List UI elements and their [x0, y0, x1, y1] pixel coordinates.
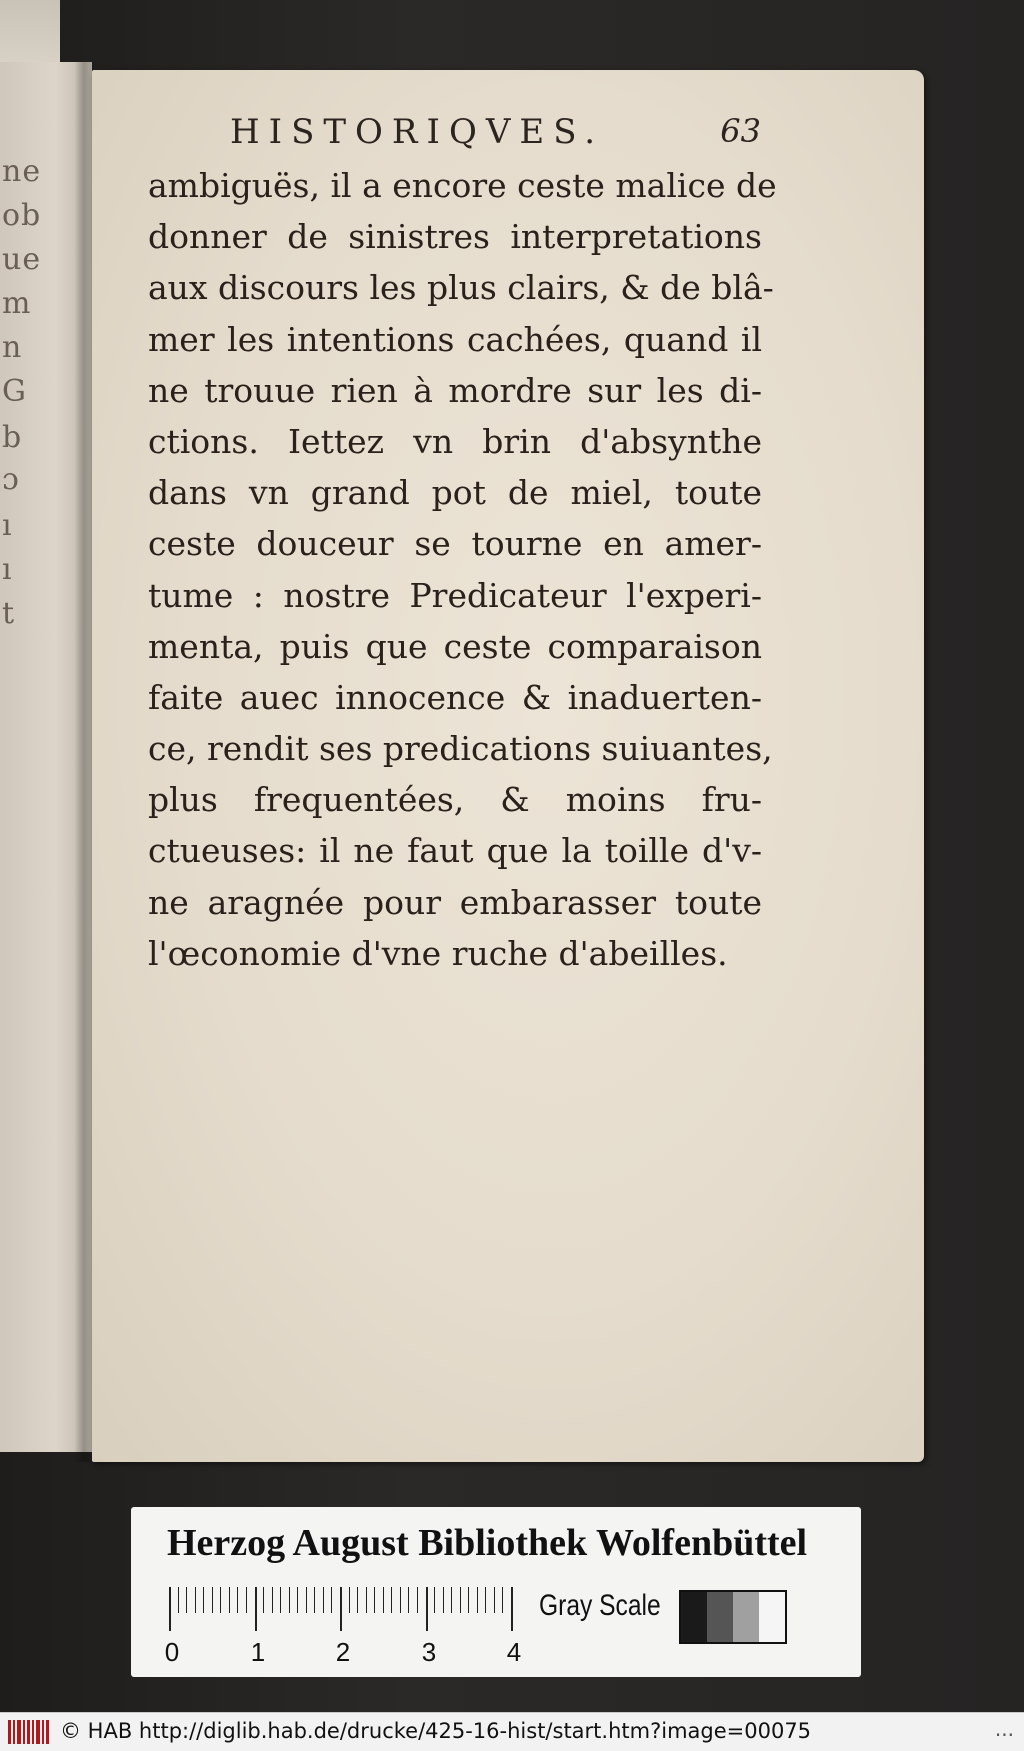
text-line: donner de sinistres interpretations [148, 217, 762, 257]
body-text [148, 160, 777, 979]
spine-shadow [74, 62, 94, 1462]
ruler-tick [314, 1587, 315, 1613]
ruler-tick [468, 1587, 469, 1613]
left-page-fragment: m [2, 286, 32, 321]
ruler-tick [280, 1587, 281, 1613]
ruler-tick [323, 1587, 324, 1613]
ruler-tick [263, 1587, 264, 1613]
ruler-tick [417, 1587, 418, 1613]
ruler-tick [229, 1587, 230, 1613]
left-page-fragment: ı [2, 552, 13, 587]
ruler-tick [340, 1587, 342, 1631]
ruler-tick [255, 1587, 257, 1631]
ruler-tick [237, 1587, 238, 1613]
left-page-fragment: G [2, 374, 27, 409]
left-page-fragment: ɔ [2, 462, 20, 497]
text-line: ce, rendit ses predications suiuantes, [148, 729, 773, 769]
running-head: HISTORIQVES. [230, 112, 605, 152]
ruler-tick [408, 1587, 409, 1613]
text-line: mer les intentions cachées, quand il [148, 319, 762, 359]
ruler-tick [434, 1587, 435, 1613]
ruler-tick [494, 1587, 495, 1613]
color-calibration-card [131, 1507, 861, 1677]
ruler-tick [477, 1587, 478, 1613]
ruler-tick [186, 1587, 187, 1613]
ruler-tick [366, 1587, 367, 1613]
ruler-tick [169, 1587, 171, 1631]
ruler-label: 1 [250, 1637, 266, 1667]
gray-swatch [707, 1592, 733, 1642]
text-line: ctueuses: il ne faut que la toille d'v- [148, 831, 762, 871]
ruler-tick [443, 1587, 444, 1613]
ruler-tick [374, 1587, 375, 1613]
left-page-fragment: ob [2, 198, 42, 233]
ruler-tick [203, 1587, 204, 1613]
text-line: ne aragnée pour embarasser toute [148, 882, 762, 922]
gray-swatch [733, 1592, 759, 1642]
ruler-tick [331, 1587, 332, 1613]
scale-ruler [169, 1587, 529, 1633]
ruler-tick [485, 1587, 486, 1613]
left-page-fragment: ne [2, 154, 42, 189]
footer-bar [0, 1712, 1024, 1751]
ruler-tick [178, 1587, 179, 1613]
text-line: ambiguës, il a encore ceste malice de [148, 166, 777, 205]
ruler-tick [297, 1587, 298, 1613]
left-page-fragment: ue [2, 242, 42, 277]
text-line: dans vn grand pot de miel, toute [148, 473, 762, 513]
text-line: ne trouue rien à mordre sur les di- [148, 370, 762, 410]
source-url[interactable]: © HAB http://diglib.hab.de/drucke/425-16-hist/start.htm?image=00075 [60, 1719, 812, 1743]
ruler-tick [306, 1587, 307, 1613]
ruler-label: 0 [164, 1637, 180, 1667]
ruler-tick [391, 1587, 392, 1613]
ruler-tick [220, 1587, 221, 1613]
ruler-tick [400, 1587, 401, 1613]
ruler-tick [451, 1587, 452, 1613]
library-name: Herzog August Bibliothek Wolfenbüttel [167, 1522, 808, 1564]
gray-swatch [759, 1592, 785, 1642]
page-header [135, 112, 775, 162]
more-indicator: ... [994, 1717, 1014, 1741]
ruler-label: 2 [335, 1637, 351, 1667]
ruler-tick [426, 1587, 428, 1631]
ruler-label: 4 [506, 1637, 522, 1667]
text-line: tume : nostre Predicateur l'experi- [148, 575, 762, 615]
gray-scale-label: Gray Scale [539, 1589, 661, 1622]
ruler-tick [357, 1587, 358, 1613]
gray-swatch [681, 1592, 707, 1642]
ruler-tick [383, 1587, 384, 1613]
ruler-tick [195, 1587, 196, 1613]
text-line: plus frequentées, & moins fru- [148, 780, 762, 820]
spine-top [0, 0, 60, 62]
left-page-fragment: n [2, 330, 23, 365]
text-line: faite auec innocence & inaduerten- [148, 677, 762, 717]
barcode-icon [8, 1720, 52, 1744]
ruler-tick [460, 1587, 461, 1613]
ruler-tick [272, 1587, 273, 1613]
ruler-tick [502, 1587, 503, 1613]
ruler-tick [349, 1587, 350, 1613]
text-line: l'œconomie d'vne ruche d'abeilles. [148, 933, 728, 973]
ruler-tick [246, 1587, 247, 1613]
ruler-tick [511, 1587, 513, 1631]
text-line: menta, puis que ceste comparaison [148, 626, 762, 666]
ruler-tick [212, 1587, 213, 1613]
gray-scale-swatches [679, 1590, 787, 1644]
ruler-label: 3 [421, 1637, 437, 1667]
text-line: ceste douceur se tourne en amer- [148, 524, 762, 564]
left-page-fragment: t [2, 596, 16, 631]
text-line: ctions. Iettez vn brin d'absynthe [148, 421, 762, 461]
left-page-fragment: b [2, 420, 23, 455]
left-page-fragment: ı [2, 508, 13, 543]
ruler-tick [289, 1587, 290, 1613]
page-number: 63 [720, 112, 761, 150]
text-line: aux discours les plus clairs, & de blâ- [148, 268, 774, 308]
